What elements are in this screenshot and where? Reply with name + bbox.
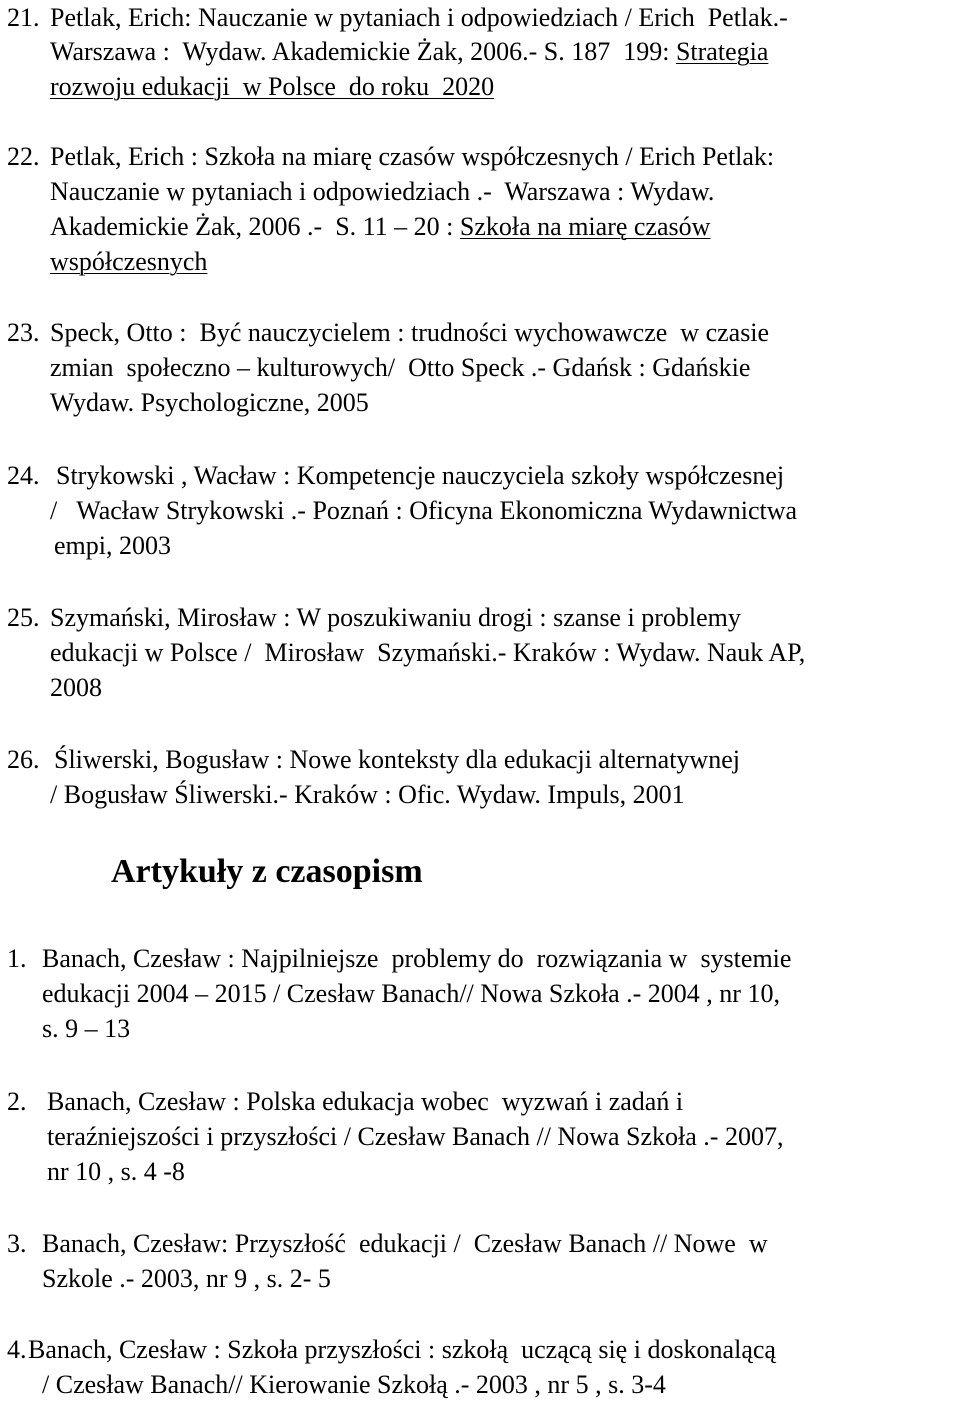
- entry-number: 23.: [7, 318, 40, 347]
- entry-line: Szymański, Mirosław : W poszukiwaniu drogi : szanse i problemy: [50, 603, 741, 632]
- entry-line: Śliwerski, Bogusław : Nowe konteksty dla edukacji alternatywnej: [54, 745, 740, 774]
- entry-line: Speck, Otto : Być nauczycielem : trudności wychowawcze w czasie: [50, 318, 770, 347]
- section-heading: Artykuły z czasopism: [111, 853, 423, 890]
- entry-line: edukacji w Polsce / Mirosław Szymański.- Kraków : Wydaw. Nauk AP,: [50, 638, 806, 667]
- entry-line: Petlak, Erich : Szkoła na miarę czasów współczesnych / Erich Petlak:: [50, 142, 775, 171]
- entry-line: Nauczanie w pytaniach i odpowiedziach .- Warszawa : Wydaw.: [50, 177, 715, 206]
- entry-line: Petlak, Erich: Nauczanie w pytaniach i odpowiedziach / Erich Petlak.-: [50, 3, 788, 32]
- entry-line: empi, 2003: [54, 531, 171, 560]
- chapter-link[interactable]: współczesnych: [50, 247, 208, 276]
- entry-number: 26.: [7, 745, 40, 774]
- entry-number: 21.: [7, 3, 40, 32]
- entry-number: 25.: [7, 603, 40, 632]
- entry-line: 2008: [50, 673, 102, 702]
- entry-line: Strykowski , Wacław : Kompetencje nauczyciela szkoły współczesnej: [56, 461, 785, 490]
- entry-line: / Wacław Strykowski .- Poznań : Oficyna Ekonomiczna Wydawnictwa: [50, 496, 798, 525]
- chapter-link[interactable]: Strategia: [675, 37, 769, 66]
- entry-line: Wydaw. Psychologiczne, 2005: [50, 388, 369, 417]
- chapter-link[interactable]: rozwoju edukacji w Polsce do roku 2020: [50, 72, 495, 101]
- entry-line: zmian społeczno – kulturowych/ Otto Speck .- Gdańsk : Gdańskie: [50, 353, 751, 382]
- entry-line: Banach, Czesław : Szkoła przyszłości : szkołą uczącą się i doskonalącą: [28, 1335, 776, 1364]
- chapter-link[interactable]: Szkoła na miarę czasów: [459, 212, 711, 241]
- entry-line: nr 10 , s. 4 -8: [47, 1157, 185, 1186]
- entry-line: Banach, Czesław: Przyszłość edukacji / Czesław Banach // Nowe w: [42, 1229, 768, 1258]
- entry-number: 2.: [7, 1087, 27, 1116]
- entry-number: 1.: [7, 944, 27, 973]
- entry-number: 22.: [7, 142, 40, 171]
- entry-line: Warszawa : Wydaw. Akademickie Żak, 2006.- S. 187 199: Strategia: [50, 37, 769, 66]
- entry-line: Szkole .- 2003, nr 9 , s. 2- 5: [42, 1264, 331, 1293]
- entry-line: / Bogusław Śliwerski.- Kraków : Ofic. Wydaw. Impuls, 2001: [50, 780, 685, 809]
- entry-line: Akademickie Żak, 2006 .- S. 11 – 20 : Szkoła na miarę czasów: [50, 212, 711, 241]
- entry-number: 3.: [7, 1229, 27, 1258]
- entry-line: / Czesław Banach// Kierowanie Szkołą .- 2003 , nr 5 , s. 3-4: [42, 1370, 666, 1399]
- entry-line: teraźniejszości i przyszłości / Czesław Banach // Nowa Szkoła .- 2007,: [47, 1122, 784, 1151]
- entry-line: edukacji 2004 – 2015 / Czesław Banach// Nowa Szkoła .- 2004 , nr 10,: [42, 979, 780, 1008]
- entry-line: s. 9 – 13: [42, 1014, 131, 1043]
- entry-line: Banach, Czesław : Najpilniejsze problemy do rozwiązania w systemie: [42, 944, 792, 973]
- entry-number: 4.: [7, 1335, 27, 1364]
- entry-line: Banach, Czesław : Polska edukacja wobec wyzwań i zadań i: [47, 1087, 684, 1116]
- entry-number: 24.: [7, 461, 40, 490]
